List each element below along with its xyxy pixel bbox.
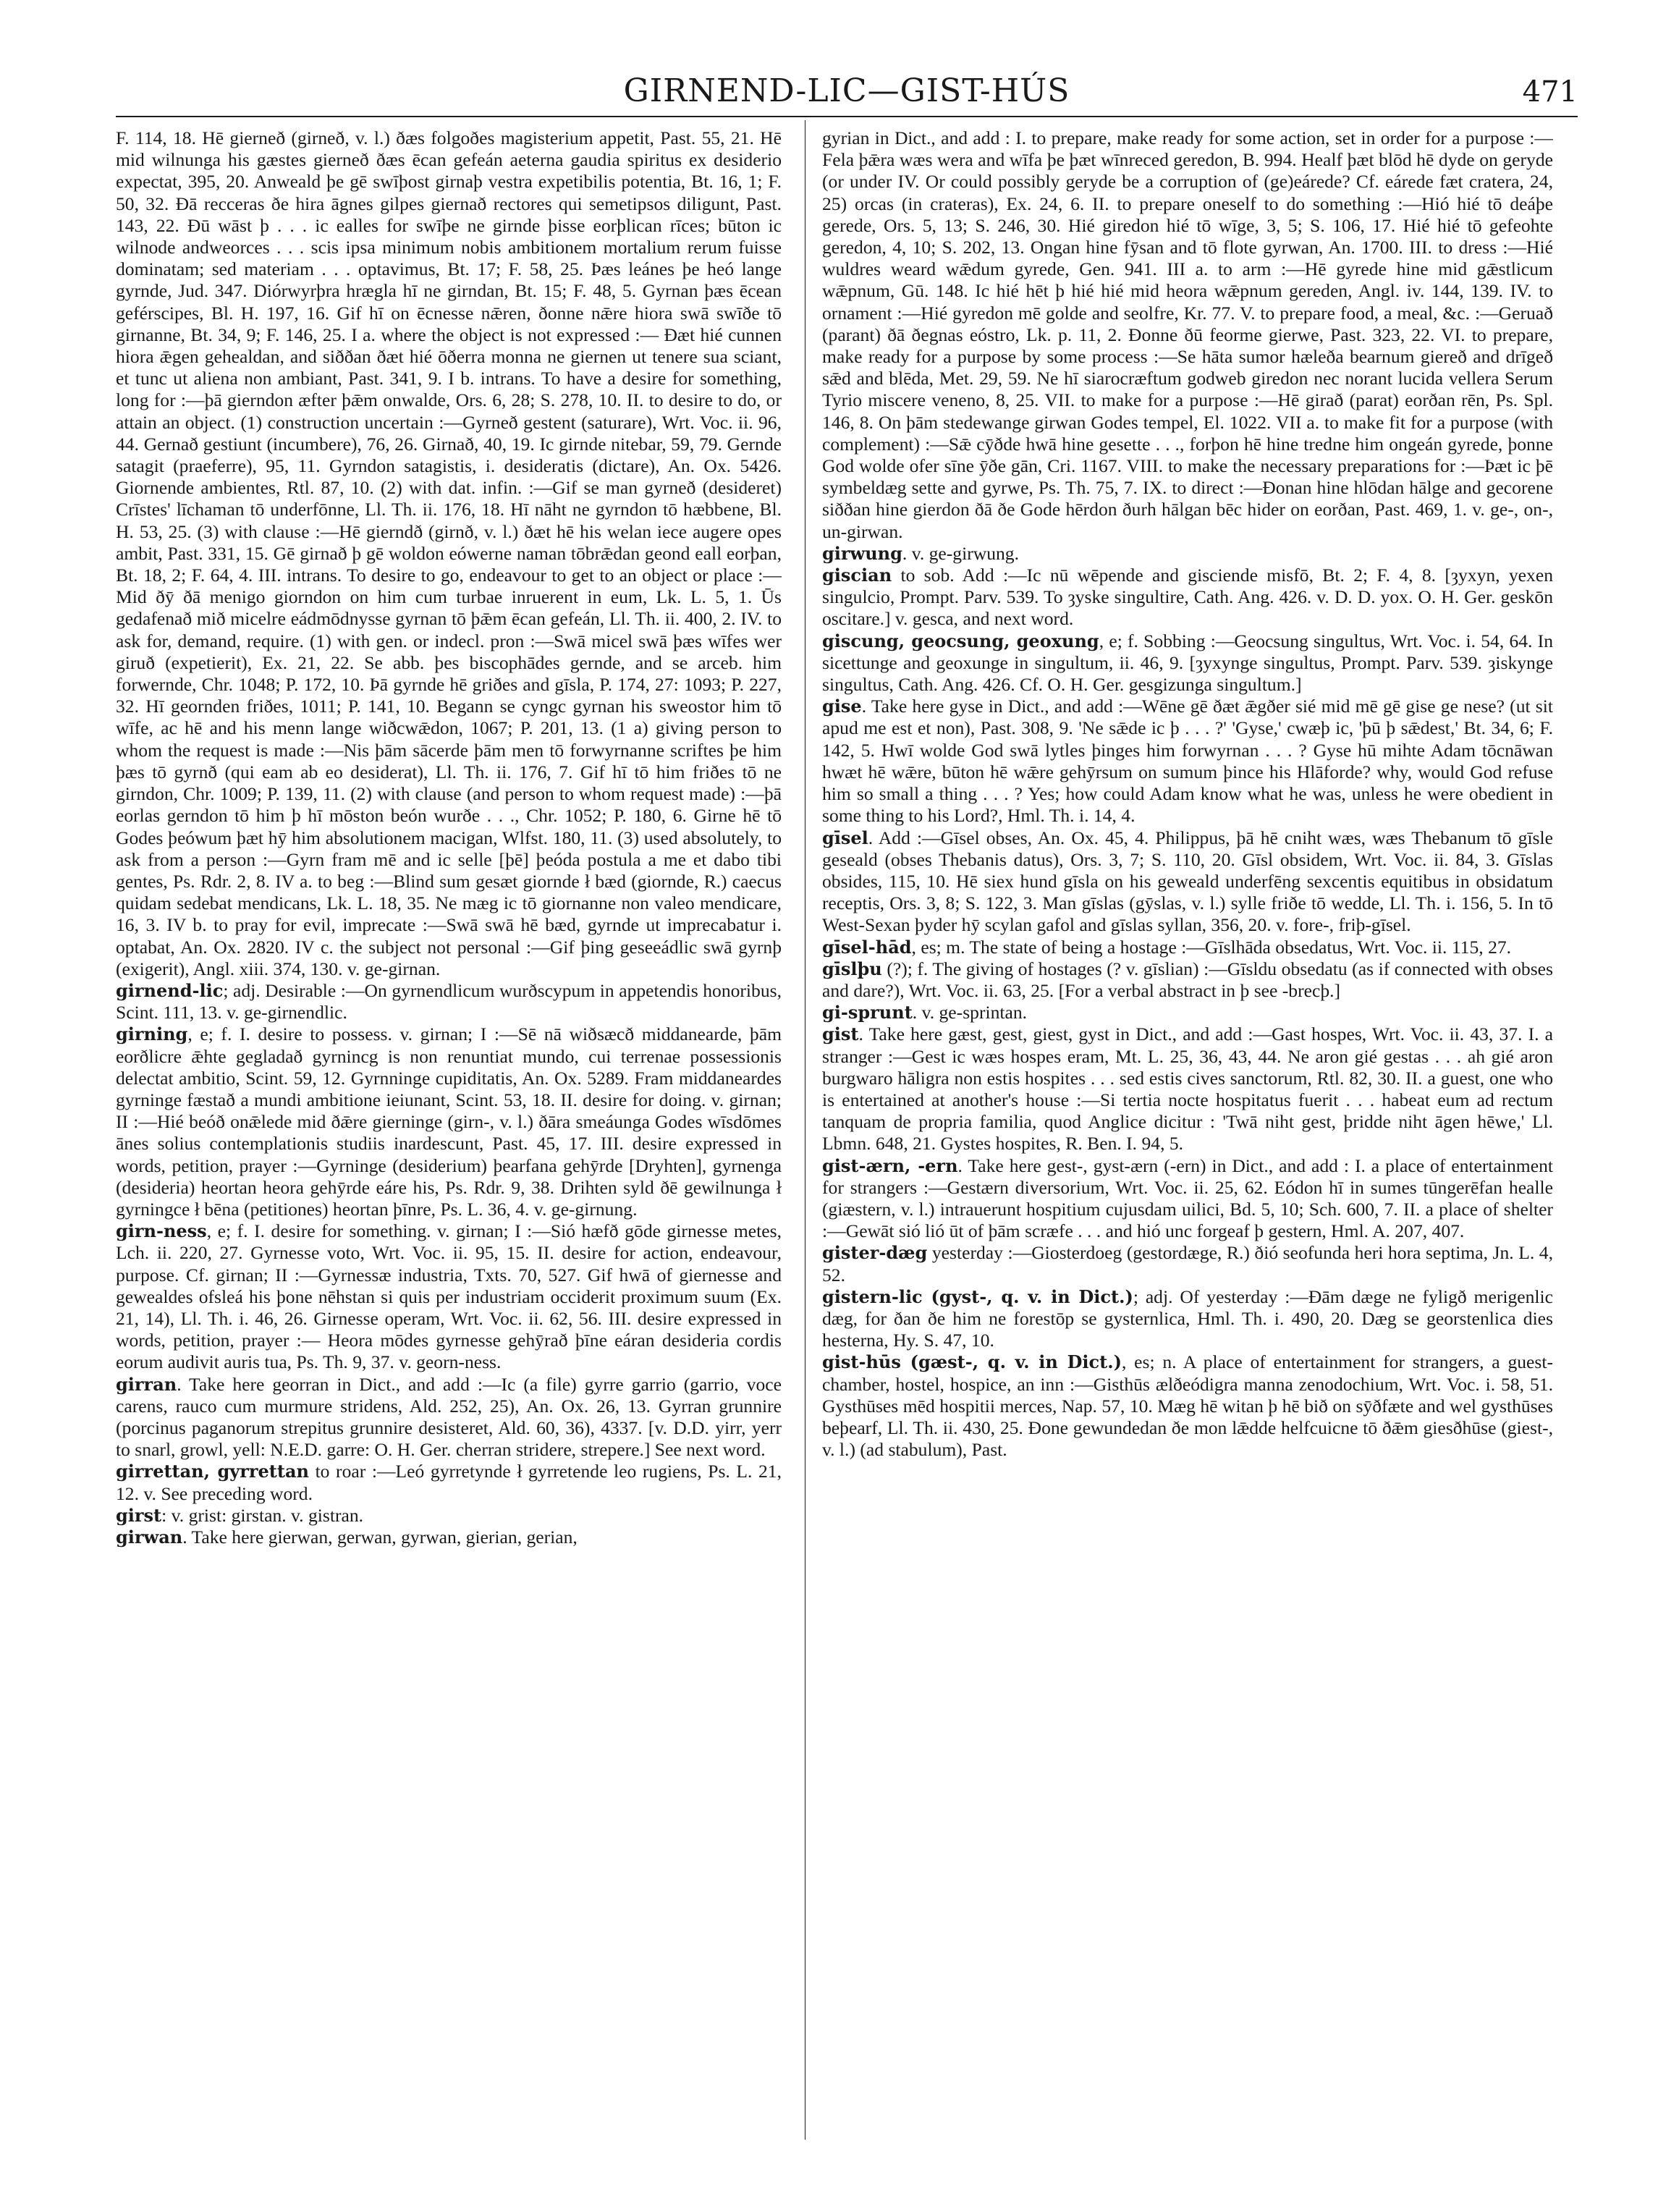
dictionary-entry [116,980,782,1023]
dictionary-entry [822,1155,1553,1243]
dictionary-entry [822,937,1553,958]
dictionary-entry [116,1505,782,1527]
entry-headword: girrettan, gyrrettan [116,1461,309,1482]
entry-definition: to roar :—Leó gyrretynde ł gyrretende leo rugiens, Ps. L. 21, 12. v. See preceding word. [116,1461,782,1504]
entry-headword: gi-sprunt [822,1002,913,1023]
entry-definition: yesterday :—Giosterdoeg (gestordæge, R.) ðió seofunda heri hora septima, Jn. L. 4, 52. [822,1242,1553,1286]
entry-definition: , e; f. I. desire for something. v. girnan; I :—Sió hæfð gōde girnesse metes, Lch. ii. 220, 27. Gyrnesse voto, Wrt. Voc. ii. 95, 15. II. desire for action, endeavour, purpose. Cf. girnan; II :—Gyrnessæ industria, Txts. 70, 527. Gif hwā of giernesse and gewealdes ofsleá his þone nēhstan si quis per industriam occiderit proximum suum (Ex. 21, 14), Ll. Th. i. 46, 26. Girnesse operam, Wrt. Voc. ii. 62, 56. III. desire expressed in words, petition, prayer :— Heora mōdes gyrnesse gehȳrað þīne eáran desideria cordis eorum audivit auris tua, Ps. Th. 9, 37. v. georn-ness. [116,1220,782,1373]
dictionary-entry [822,696,1553,827]
dictionary-entry [822,958,1553,1002]
page-number: 471 [1522,75,1578,109]
entry-definition: . Add :—Gīsel obses, An. Ox. 45, 4. Philippus, þā hē cniht wæs, wæs Thebanum tō gīsle geseald (obses Thebanis datus), Ors. 3, 7; S. 110, 20. Gīsl obsidem, Wrt. Voc. ii. 84, 3. Gīslas obsides, 115, 10. Hē siex hund gīsla on his geweald underfēng sexcentis equitibus in obsidatum receptis, Ors. 3, 8; S. 122, 3. Man gīslas (gȳslas, v. l.) sylle friðe tō wedde, Ll. Th. i. 156, 5. In tō West-Sexan þyder hȳ scylan gafol and gīslas syllan, 356, 20. v. fore-, friþ-gīsel. [822,827,1553,936]
entry-headword: girwan [116,1527,183,1548]
entry-definition: . Take here gæst, gest, giest, gyst in Dict., and add :—Gast hospes, Wrt. Voc. ii. 43, 37. I. a stranger :—Gest ic wæs hospes eram, Mt. L. 25, 36, 43, 44. Ne aron gié gestas . . . ah gié aron burgwaro hāligra non estis hospites . . . sed estis cives sanctorum, Rtl. 82, 30. II. a guest, one who is entertained at another's house :—Si tertia nocte hospitatus fuerit . . . habeat eum ad rectum tanquam de propria familia, quod Anglice dicitur : 'Twā niht gest, þridde niht āgen hēwe,' Ll. Lbmn. 648, 21. Gystes hospites, R. Ben. I. 94, 5. [822,1023,1553,1154]
dictionary-entry [822,1002,1553,1023]
dictionary-entry [822,565,1553,630]
entry-headword: gister-dæg [822,1242,928,1264]
entry-headword: gistern-lic (gyst-, q. v. in Dict.) [822,1286,1133,1307]
entry-headword: gise [822,696,862,717]
entry-headword: gīslþu [822,958,882,979]
entry-definition: ; adj. Desirable :—On gyrnendlicum wurðscypum in appetendis honoribus, Scint. 111, 13. v. ge-girnendlic. [116,979,782,1023]
dictionary-entry [822,1286,1553,1352]
entry-definition: . Take here gierwan, gerwan, gyrwan, gierian, gerian, [182,1527,578,1548]
entry-definition: . Take here gest-, gyst-ærn (-ern) in Dict., and add : I. a place of entertainment for strangers :—Gestærn diversorium, Wrt. Voc. ii. 25, 62. Eódon hī in sumes tūngerēfan healle (giæstern, v. l.) intrauerunt hospitium cujusdam uilici, Bd. 5, 10; Sch. 600, 7. II. a place of shelter :—Gewāt sió lió ūt of þām scræfe . . . and hió unc forgeaf þ gestern, Hml. A. 207, 407. [822,1154,1553,1242]
entry-definition: , e; f. Sobbing :—Geocsung singultus, Wrt. Voc. i. 54, 64. In sicettunge and geoxunge in singultum, ii. 46, 9. [ȝyxynge singultus, Prompt. Parv. 539. ȝiskynge singultus, Cath. Ang. 426. Cf. O. H. Ger. gesgizunga singultum.] [822,630,1553,696]
entry-definition: , es; m. The state of being a hostage :—Gīslhāda obsedatus, Wrt. Voc. ii. 115, 27. [911,936,1512,958]
entry-headword: gist-hūs (gæst-, q. v. in Dict.) [822,1351,1122,1373]
entry-continuation: F. 114, 18. Hē gierneð (girneð, v. l.) ðæs folgoðes magisterium appetit, Past. 55, 21. Hē mid wilnunga his gæstes gierneð ðæs ēcan gefeán aeterna gaudia spiritus ex desiderio expectat, 395, 20. Anweald þe gē swīþost girnaþ vestra expetibilis potentia, Bt. 16, 1; F. 50, 32. Ðā recceras ðe hira āgnes gilpes giernað rectores qui semetipsos diligunt, Past. 143, 22. Ðū wāst þ . . . ic ealles for swīþe ne girnde þisse eorþlican rīces; būton ic wilnode andweorces . . . scis ipsa minimum nobis ambitionem mortalium rerum fuisse dominatam; sed materiam . . . optavimus, Bt. 17; F. 58, 25. Þæs leánes þe heó lange gyrnde, Jud. 347. Diórwyrþra hrægla hī ne girndan, Bt. 15; F. 48, 5. Gyrnan þæs ēcean geférscipes, Bl. H. 197, 16. Gif hī on ēcnesse nǣren, ðonne nǣre hiora swā swīðe tō girnanne, Bt. 34, 9; F. 146, 25. I a. where the object is not expressed :— Ðæt hié cunnen hiora ǣgen gehealdan, and siððan ðæt hié ōðerra monna ne giernen ut tenere sua sciant, et tunc ut aliena non ambiant, Past. 341, 9. I b. intrans. To have a desire for something, long for :—þā gierndon æfter þǣm onwalde, Ors. 6, 28; S. 278, 10. II. to desire to do, or attain an object. (1) construction uncertain :—Gyrneð gestent (saturare), Wrt. Voc. ii. 96, 44. Gernað gestiunt (incumbere), 76, 26. Girnað, 40, 19. Ic girnde nitebar, 59, 79. Gernde satagit (praeferre), 95, 11. Gyrndon satagistis, i. desideratis (dictare), An. Ox. 5426. Giornende ambientes, Rtl. 87, 10. (2) with dat. infin. :—Gif se man gyrneð (desideret) Crīstes' līchaman tō underfōnne, Ll. Th. ii. 176, 18. Hī nāht ne gyrndon tō hæbbene, Bl. H. 53, 25. (3) with clause :—Hē gierndð (girnð, v. l.) ðæt hē his welan iece augere opes ambit, Past. 331, 15. Gē girnað þ gē woldon eówerne naman tōbrǣdan geond eall eorþan, Bt. 18, 2; F. 64, 4. III. intrans. To desire to go, endeavour to get to an object or place :—Mid ðȳ ðā menigo giorndon on him cum turbae inruerent in eum, Lk. L. 5, 1. Ūs gedafenað mið micelre eádmōdnysse gyrnan tō þǣm ēcan gefeán, Ll. Th. ii. 400, 2. IV. to ask for, demand, require. (1) with gen. or indecl. pron :—Swā micel swā þæs wīfes wer giruð (expetierit), Ex. 21, 22. Se abb. þes biscophādes gernde, and se arceb. him forwernde, Chr. 1048; P. 172, 10. Þā gyrnde hē griðes and gīsla, P. 174, 27: 1093; P. 227, 32. Hī geornden friðes, 1011; P. 141, 10. Begann se cyngc gyrnan his sweostor him tō wīfe, ac hē and his menn lange wiðcwǣdon, 1067; P. 201, 13. (1 a) giving person to whom the request is made :—Nis þām sācerde þām men tō forwyrnanne scriftes þe him þæs tō gyrnð (qui eam ab eo desiderat), Ll. Th. ii. 176, 7. Gif hī tō him friðes tō ne girndon, Chr. 1009; P. 139, 11. (2) with clause (and person to whom request made) :—þā eorlas gerndon tō him þ hī mōston beón wurðe . . ., Chr. 1052; P. 180, 6. Girne hē tō Godes þeówum þæt hȳ him absolutionem macigan, Wlfst. 180, 11. (3) used absolutely, to ask from a person :—Gyrn fram mē and ic selle [þē] þeóda postula a me et dabo tibi gentes, Ps. Rdr. 2, 8. IV a. to beg :—Blind sum gesæt giornde ł bæd (giornde, R.) caecus quidam sedebat mendicans, Lk. L. 18, 35. Ne mæg ic tō giornanne non valeo mendicare, 16, 3. IV b. to pray for evil, imprecate :—Swā swā hē bæd, gyrnde ut imprecabatur i. optabat, An. Ox. 2820. IV c. the subject not personal :—Gif þing geseeádlic swā gyrnþ (exigerit), Angl. xiii. 374, 130. v. ge-girnan. [116,127,782,979]
entry-headword: gīsel-hād [822,936,912,958]
entry-definition: . v. ge-girwung. [902,542,1020,564]
dictionary-entry [822,1242,1553,1286]
dictionary-entry [116,1461,782,1504]
entry-headword: girning [116,1023,188,1045]
entry-headword: giscung, geocsung, geoxung [822,630,1099,651]
dictionary-entry [822,630,1553,696]
entry-continuation: gyrian in Dict., and add : I. to prepare, make ready for some action, set in order for a purpose :—Fela þǣra wæs wera and wīfa þe þæt wīnreced geredon, B. 994. Healf þæt blōd hē dyde on geryde (or under IV. Or could possibly geryde be a corruption of (ge)eárede? Cf. eárede fæt cratera, 24, 25) orcas (in crateras), Ex. 24, 6. II. to prepare oneself to do something :—Hió hié tō deáþe gerede, Ors. 5, 13; S. 246, 30. Hié giredon hié tō wīge, 3, 5; S. 106, 17. Hié hié tō gefeohte geredon, 4, 10; S. 202, 13. Ongan hine fȳsan and tō flote gyrwan, An. 1700. III. to dress :—Hié wuldres weard wǣdum gyrede, Gen. 941. III a. to arm :—Hē gyrede hine mid gǣstlicum wǣpnum, Gū. 148. Ic hié hēt þ hié hié mid heora wǣpnum gereden, Angl. iv. 144, 139. IV. to ornament :—Hié gyredon mē golde and seolfre, Kr. 77. V. to prepare food, a meal, &c. :—Geruað (parant) ðā ðegnas eóstro, Lk. p. 11, 2. Ðonne ðū feorme gierwe, Past. 323, 22. VI. to prepare, make ready for a purpose by some process :—Se hāta sumor hæleða bearnum giereð and drīgeð sǣd and blēda, Met. 29, 59. Ne hī siarocræftum godweb giredon nec norant lucida vellera Serum Tyrio miscere veneno, 8, 25. VII. to make for a purpose :—Hē girað (parat) eorðan rēn, Ps. Spl. 146, 8. On þām stedewange girwan Godes tempel, El. 1022. VII a. to make fit for a purpose (with complement) :—Sǣ cȳðde hwā hine gesette . . ., forþon hē hine tredne him ongeán gyrede, þonne God wolde ofer sīne ȳðe gān, Cri. 1167. VIII. to make the necessary preparations for :—Þæt ic þē symbeldæg sette and gyrwe, Ps. Th. 75, 7. IX. to direct :—Ðonan hine hlōdan hālge and gecorene siððan hine gierdon ðā ðe Gode hērdon ðurh hālgan bēc hider on eorðan, Past. 469, 1. v. ge-, on-, un-girwan. [822,127,1553,542]
dictionary-entry [116,1527,782,1548]
entry-headword: gist [822,1023,859,1045]
entry-definition: ; adj. Of yesterday :—Ðām dæge ne fyligð merigenlic dæg, for ðan ðe him ne forestōp se gysternlica, Hml. Th. i. 490, 20. Dæg se georstenlica dies hesterna, Hy. S. 47, 10. [822,1286,1553,1351]
entry-definition: , e; f. I. desire to possess. v. girnan; I :—Sē nā wiðsæcð middanearde, þām eorðlicre ǣhte gegladað gyrnincg is non renuntiat mundo, cui terrenae possessionis delectat ambitio, Scint. 59, 12. Gyrnninge cupiditatis, An. Ox. 5289. Fram middaneardes gyrninge fæstað a mundi ambitione ieiunant, Scint. 53, 18. II. desire for doing. v. girnan; II :—Hié beóð onǣlede mid ðǣre gierninge (girn-, v. l.) ðāra smeáunga Godes wīsdōmes ānes solius contemplationis studiis inardescunt, Past. 45, 17. III. desire expressed in words, petition, prayer :—Gyrninge (desiderium) þearfana gehȳrde [Dryhten], gyrnenga (desideria) heortan heora gehȳrde eáre his, Ps. Rdr. 9, 38. Drihten syld ðē gewilnunga ł gyrningce ł bēna (petitiones) heortan þīnre, Ps. L. 36, 4. v. ge-girnung. [116,1023,782,1220]
entry-headword: girran [116,1373,177,1395]
entry-definition: (?); f. The giving of hostages (? v. gīslian) :—Gīsldu obsedatu (as if connected with obses and dare?), Wrt. Voc. ii. 63, 25. [For a verbal abstract in þ see -brecþ.] [822,958,1553,1001]
header-rule [116,116,1578,117]
entry-definition: to sob. Add :—Ic nū wēpende and gisciende misfō, Bt. 2; F. 4, 8. [ȝyxyn, yexen singulcio, Prompt. Parv. 539. To ȝyske singultire, Cath. Ang. 426. v. D. D. yox. O. H. Ger. geskōn oscitare.] v. gesca, and next word. [822,565,1553,630]
right-column [822,127,1553,2154]
dictionary-entry [822,1023,1553,1154]
entry-definition: . Take here gyse in Dict., and add :—Wēne gē ðæt ǣgðer sié mid mē gē gise ge nese? (ut sit apud me est et non), Past. 308, 9. 'Ne sǣde ic þ . . . ?' 'Gyse,' cwæþ ic, 'þū þ sǣdest,' Bt. 34, 6; F. 142, 5. Hwī wolde God swā lytles þinges him forwyrnan . . . ? Gyse hū mihte Adam tōcnāwan hwæt hē wǣre, būton hē wǣre gehȳrsum on sumum þince his Hlāforde? why, would God refuse him so small a thing . . . ? Yes; how could Adam know what he was, unless he were obedient in some thing to his Lord?, Hml. Th. i. 14, 4. [822,696,1553,827]
running-title: GIRNEND-LIC—GIST-HÚS [623,72,1070,109]
entry-headword: giscian [822,565,892,586]
dictionary-entry [822,827,1553,937]
entry-headword: gist-ærn, -ern [822,1154,958,1176]
entry-definition: . v. ge-sprintan. [912,1002,1028,1023]
left-column [116,127,782,2154]
dictionary-entry [822,543,1553,565]
dictionary-entry [116,1374,782,1461]
entry-definition: , es; n. A place of entertainment for strangers, a guest-chamber, hostel, hospice, an inn :—Gisthūs ælðeódigra manna zenodochium, Wrt. Voc. i. 58, 51. Gysthūses mēd hospitii merces, Nap. 57, 10. Mæg hē witan þ hē bið on sȳðfæte and wel gysthūses beþearf, Ll. Th. ii. 430, 25. Ðone gewundedan ðe mon lǣdde helfcuicne tō ðǣm giesðhūse (giest-, v. l.) (ad stabulum), Past. [822,1351,1553,1461]
entry-headword: gīsel [822,827,868,848]
entry-headword: girst [116,1504,162,1526]
dictionary-entry [822,1351,1553,1461]
entry-headword: girnend-lic [116,979,224,1001]
entry-definition: . Take here georran in Dict., and add :—Ic (a file) gyrre garrio (garrio, voce carens, rauco cum murmure stridens, Ald. 252, 25), An. Ox. 26, 13. Gyrran grunnire (porcinus paganorum strepitus grunnire desisteret, Ald. 60, 36), 4337. [v. D.D. yirr, yerr to snarl, growl, yell: N.E.D. garre: O. H. Ger. cherran stridere, strepere.] See next word. [116,1373,782,1461]
entry-headword: girn-ness [116,1220,207,1242]
entry-definition: : v. grist: girstan. v. gistran. [161,1504,364,1526]
entry-headword: girwung [822,542,902,564]
dictionary-entry [116,1220,782,1373]
dictionary-entry [116,1023,782,1220]
